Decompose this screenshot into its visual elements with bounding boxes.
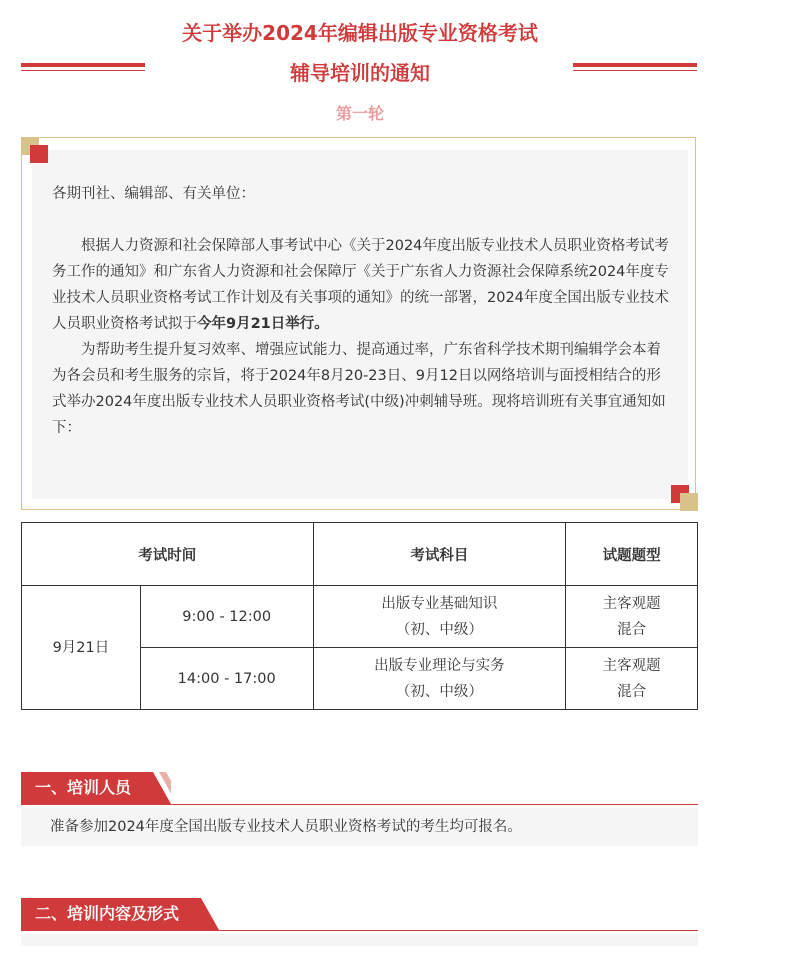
subject-name: 出版专业基础知识 — [381, 595, 498, 612]
exam-date-highlight: 今年9月21日举行。 — [197, 316, 329, 332]
round-label: 第一轮 — [335, 104, 384, 123]
paragraph-2: 为帮助考生提升复习效率、增强应试能力、提高通过率，广东省科学技术期刊编辑学会本着为各会员和考生服务的宗旨，将于2024年8月20-23日、9月12日以网络培训与面授相结合的形式举办2024年度出版专业技术人员职业资格考试(中级)冲刺辅导班。现将培训班有关事宜通知如下： — [52, 342, 666, 436]
exam-date-cell: 9月21日 — [22, 586, 141, 710]
corner-deco-br-gold — [680, 493, 698, 511]
time-cell: 9:00 - 12:00 — [140, 586, 313, 648]
subject-level: （初、中级） — [395, 683, 483, 700]
section-heading-2-label: 二、培训内容及形式 — [35, 904, 180, 923]
table-header-row — [22, 523, 698, 586]
paragraph-1-text: 根据人力资源和社会保障部人事考试中心《关于2024年度出版专业技术人员职业资格考试考务工作的通知》和广东省人力资源和社会保障厅《关于广东省人力资源社会保障系统2024年度专业技术人员职业资格考试工作计划及有关事项的通知》的统一部署，2024年度全国出版专业技术人员职业资格考试拟于 — [52, 238, 669, 332]
type-cell — [566, 586, 698, 648]
corner-deco-tl-red — [30, 145, 48, 163]
section-2-body — [21, 934, 698, 946]
header-exam-time: 考试时间 — [22, 523, 314, 586]
section-1-body — [21, 808, 698, 846]
header-exam-subject: 考试科目 — [313, 523, 566, 586]
salutation: 各期刊社、编辑部、有关单位： — [52, 186, 255, 202]
type-line1: 主客观题 — [602, 595, 661, 612]
section-1-divider — [21, 804, 698, 805]
page-title-line1: 关于举办2024年编辑出版专业资格考试 — [182, 21, 538, 45]
subject-cell — [313, 586, 566, 648]
paragraph-1 — [52, 233, 670, 337]
type-line1: 主客观题 — [602, 657, 661, 674]
section-2-divider — [21, 930, 698, 931]
type-line2: 混合 — [617, 621, 647, 638]
subject-cell — [313, 648, 566, 710]
header-question-type: 试题题型 — [566, 523, 698, 586]
table-row — [22, 586, 698, 648]
section-heading-1 — [21, 772, 171, 804]
notice-content — [52, 181, 670, 441]
type-line2: 混合 — [617, 683, 647, 700]
time-cell: 14:00 - 17:00 — [140, 648, 313, 710]
section-heading-1-label: 一、培训人员 — [35, 778, 132, 797]
subject-name: 出版专业理论与实务 — [374, 657, 505, 674]
type-cell — [566, 648, 698, 710]
exam-schedule-table — [21, 522, 698, 710]
section-1-text: 准备参加2024年度全国出版专业技术人员职业资格考试的考生均可报名。 — [50, 819, 522, 835]
section-heading-2 — [21, 898, 221, 930]
page-title-line2: 辅导培训的通知 — [290, 61, 430, 85]
subject-level: （初、中级） — [395, 621, 483, 638]
